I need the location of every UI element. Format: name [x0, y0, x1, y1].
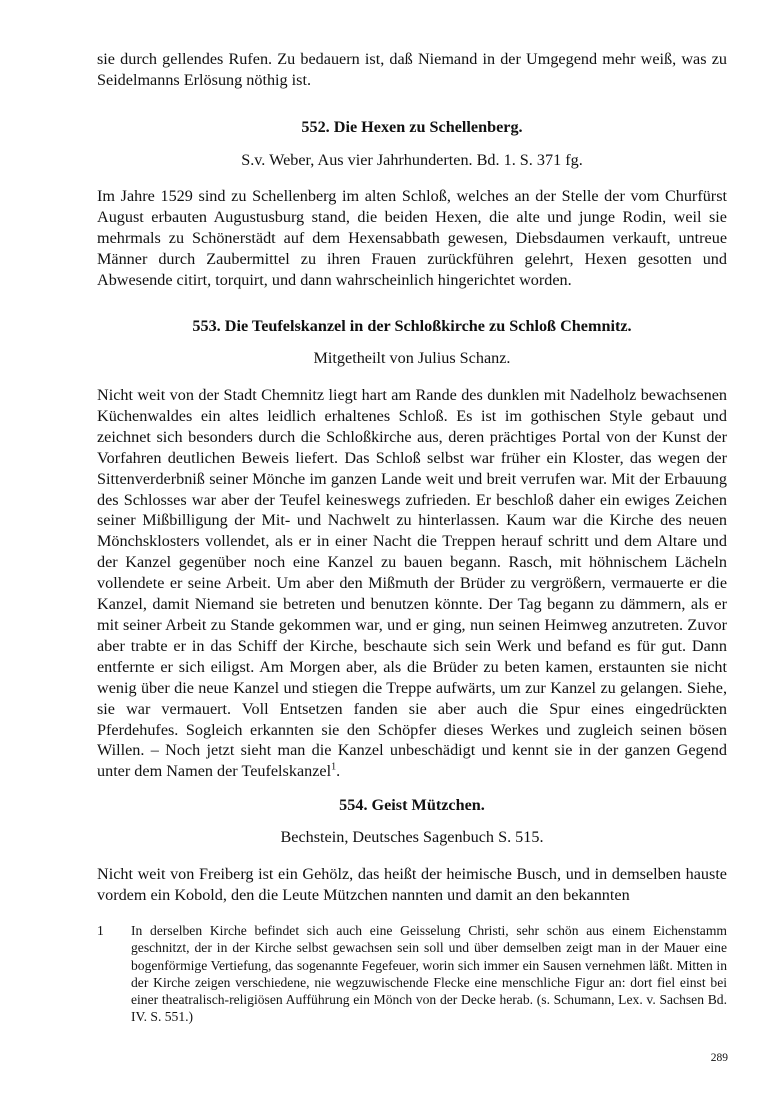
- section-554-source: Bechstein, Deutsches Sagenbuch S. 515.: [280, 828, 544, 846]
- section-553-body-end: .: [336, 762, 341, 781]
- page-number: 289: [710, 1052, 728, 1064]
- footnote-number: 1: [97, 923, 104, 938]
- footnote: [97, 922, 727, 1026]
- section-552-source: S.v. Weber, Aus vier Jahrhunderten. Bd. 1. S. 371 fg.: [241, 151, 583, 169]
- section-553-heading: 553. Die Teufelskanzel in der Schloßkirche zu Schloß Chemnitz.: [192, 317, 632, 335]
- section-554-heading: 554. Geist Mützchen.: [339, 796, 485, 814]
- section-552-heading: 552. Die Hexen zu Schellenberg.: [301, 118, 523, 136]
- footnote-reference: 1: [331, 761, 337, 773]
- section-552-body: Im Jahre 1529 sind zu Schellenberg im alten Schloß, welches an der Stelle der vom Churfürst August erbauten Augustusburg stand, die beiden Hexen, die alte und junge Rodin, weil sie mehrmals zu Schönerstädt auf dem Hexensabbath gewesen, Diebsdaumen verkauft, untreue Männer durch Zaubermittel zu ihren Frauen zurückführen gelehrt, Hexen gesotten und Abwesende citirt, torquirt, und dann wahrscheinlich hingerichtet worden.: [97, 187, 727, 289]
- section-553-body: [97, 385, 727, 782]
- footnote-text: In derselben Kirche befindet sich auch eine Geisselung Christi, sehr schön aus einem Eichenstamm geschnitzt, der in der Kirche selbst gewachsen sein soll und über demselben zeigt man in der Mauer eine bogenförmige Vertiefung, das sogenannte Fegefeuer, worin sich immer ein Sausen vernehmen läßt. Mitten in der Kirche zeigen verschiedene, nie wegzuwischende Flecke eine menschliche Figur an: dort fiel einst bei einer theatralisch-religiösen Aufführung ein Mönch von der Decke herab. (s. Schumann, Lex. v. Sachsen Bd. IV. S. 551.): [131, 923, 727, 1025]
- section-553-body-text: Nicht weit von der Stadt Chemnitz liegt hart am Rande des dunklen mit Nadelholz bewachsenen Küchenwaldes ein altes leidlich erhaltenes Schloß. Es ist im gothischen Style gebaut und zeichnet sich besonders durch die Schloßkirche aus, deren prächtiges Portal von der Kunst der Vorfahren deutlichen Beweis liefert. Das Schloß selbst war früher ein Kloster, das wegen der Sittenverderbniß seiner Mönche im ganzen Lande weit und breit verrufen war. Mit der Erbauung des Schlosses war aber der Teufel keineswegs zufrieden. Er beschloß daher ein ewiges Zeichen seiner Mißbilligung der Mit- und Nachwelt zu hinterlassen. Kaum war die Kirche des neuen Mönchsklosters vollendet, als er in einer Nacht die Treppen herauf schritt und dem Altare und der Kanzel gegenüber noch eine Kanzel zu bauen begann. Rasch, mit höhnischem Lächeln vollendete er seine Arbeit. Um aber den Mißmuth der Brüder zu vergrößern, vermauerte er die Kanzel, damit Niemand sie betreten und benutzen könnte. Der Tag begann zu dämmern, als er mit seiner Arbeit zu Stande gekommen war, und er ging, nun seinen Heimweg anzutreten. Zuvor aber trabte er in das Schiff der Kirche, beschaute sich sein Werk und befand es für gut. Dann entfernte er sich eiligst. Am Morgen aber, als die Brüder zu beten kamen, erstaunten sie nicht wenig über die neue Kanzel und stiegen die Treppe aufwärts, um zur Kanzel zu gelangen. Siehe, sie war vermauert. Voll Entsetzen fanden sie aber auch die Spur eines eingedrückten Pferdehufes. Sogleich erkannten sie den Schöpfer dieses Werkes und zugleich seinen bösen Willen. – Noch jetzt sieht man die Kanzel unbeschädigt und kennt sie in der ganzen Gegend unter dem Namen der Teufelskanzel: [97, 386, 727, 781]
- section-553-source: Mitgetheilt von Julius Schanz.: [313, 349, 511, 367]
- section-554-body: Nicht weit von Freiberg ist ein Gehölz, das heißt der heimische Busch, und in demselben hauste vordem ein Kobold, den die Leute Mützchen nannten und damit an den bekannten: [97, 865, 727, 904]
- intro-paragraph: sie durch gellendes Rufen. Zu bedauern ist, daß Niemand in der Umgegend mehr weiß, was zu Seidelmanns Erlösung nöthig ist.: [97, 50, 727, 89]
